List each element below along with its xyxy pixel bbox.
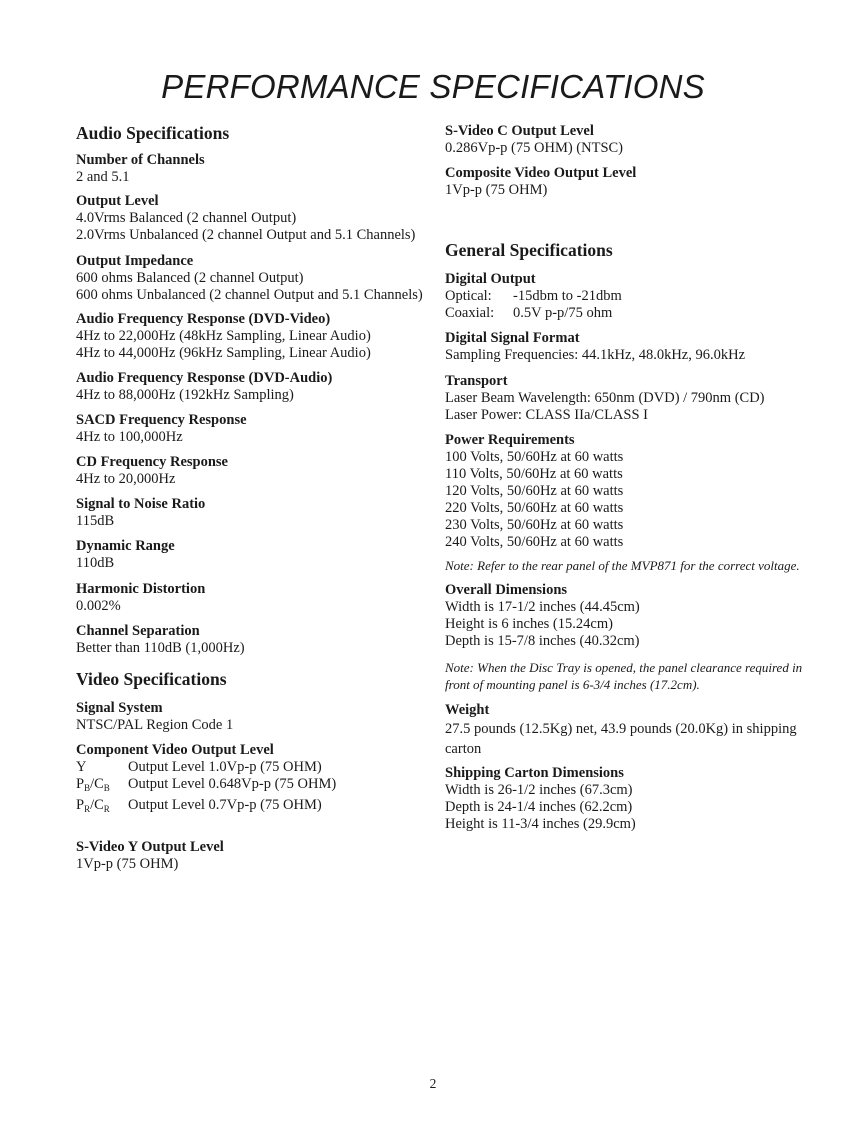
spec-value: Width is 17-1/2 inches (44.45cm)	[445, 599, 640, 615]
spec-value: 4.0Vrms Balanced (2 channel Output)	[76, 210, 297, 226]
spec-value: 4Hz to 88,000Hz (192kHz Sampling)	[76, 387, 294, 403]
spec-weight	[445, 702, 805, 759]
spec-value: 4Hz to 44,000Hz (96kHz Sampling, Linear Audio)	[76, 345, 371, 361]
component-row-pb-cb	[76, 776, 436, 797]
spec-cd-frequency-response	[76, 454, 436, 488]
page-title: PERFORMANCE SPECIFICATIONS	[161, 68, 705, 105]
spec-overall-dimensions	[445, 582, 805, 693]
general-specifications-heading: General Specifications	[445, 240, 613, 260]
spec-frequency-response-dvd-video	[76, 311, 436, 362]
component-text: Output Level 0.648Vp-p (75 OHM)	[128, 776, 337, 792]
spec-value: 120 Volts, 50/60Hz at 60 watts	[445, 483, 624, 499]
spec-value: 1Vp-p (75 OHM)	[445, 182, 548, 198]
component-symbol: $P_R/C_R$	[76, 797, 110, 814]
spec-value: Height is 6 inches (15.24cm)	[445, 616, 613, 632]
spec-value: NTSC/PAL Region Code 1	[76, 717, 234, 733]
spec-label: Digital Signal Format	[445, 330, 580, 346]
spec-label: Shipping Carton Dimensions	[445, 765, 624, 781]
output-value: 0.5V p-p/75 ohm	[513, 305, 613, 321]
spec-component-video-output	[76, 742, 436, 818]
spec-label: CD Frequency Response	[76, 454, 228, 470]
spec-transport	[445, 373, 805, 424]
spec-value: Width is 26-1/2 inches (67.3cm)	[445, 782, 633, 798]
spec-value: 4Hz to 100,000Hz	[76, 429, 183, 445]
spec-value: 4Hz to 20,000Hz	[76, 471, 176, 487]
spec-signal-system	[76, 700, 436, 734]
spec-value: 27.5 pounds (12.5Kg) net, 43.9 pounds (20.0Kg) in shipping carton	[445, 721, 797, 757]
spec-label: Audio Frequency Response (DVD-Video)	[76, 311, 331, 327]
output-type: Optical:	[445, 288, 492, 304]
left-column	[76, 122, 436, 873]
digital-output-coaxial	[445, 305, 805, 322]
spec-label: Digital Output	[445, 271, 536, 287]
power-note: Note: Refer to the rear panel of the MVP871 for the correct voltage.	[445, 558, 800, 573]
component-symbol: Y	[76, 759, 87, 775]
spec-value: Laser Beam Wavelength: 650nm (DVD) / 790nm (CD)	[445, 390, 765, 406]
spec-value: 110dB	[76, 555, 115, 571]
spec-value: 100 Volts, 50/60Hz at 60 watts	[445, 449, 624, 465]
spec-label: Signal System	[76, 700, 163, 716]
spec-label: Overall Dimensions	[445, 582, 568, 598]
spec-value: 110 Volts, 50/60Hz at 60 watts	[445, 466, 623, 482]
spec-value: 2.0Vrms Unbalanced (2 channel Output and 5.1 Channels)	[76, 227, 416, 243]
spec-value: 1Vp-p (75 OHM)	[76, 856, 179, 872]
right-column	[445, 122, 805, 833]
spec-label: Audio Frequency Response (DVD-Audio)	[76, 370, 333, 386]
spec-value: 4Hz to 22,000Hz (48kHz Sampling, Linear Audio)	[76, 328, 371, 344]
output-value: -15dbm to -21dbm	[513, 288, 622, 304]
spec-label: Dynamic Range	[76, 538, 175, 554]
page-number: 2	[429, 1076, 437, 1091]
spec-sacd-frequency-response	[76, 412, 436, 446]
spec-label: Signal to Noise Ratio	[76, 496, 206, 512]
component-symbol: $P_B/C_B$	[76, 776, 110, 793]
spec-label: Harmonic Distortion	[76, 581, 206, 597]
component-text: Output Level 1.0Vp-p (75 OHM)	[128, 759, 322, 775]
spec-value: Depth is 24-1/4 inches (62.2cm)	[445, 799, 633, 815]
spec-label: Channel Separation	[76, 623, 200, 639]
dimensions-note: Note: When the Disc Tray is opened, the panel clearance required in front of mounting panel is 6-3/4 inches (17.2cm).	[445, 660, 803, 692]
audio-specifications-heading: Audio Specifications	[76, 123, 230, 143]
spec-value: Better than 110dB (1,000Hz)	[76, 640, 245, 656]
spec-value: 240 Volts, 50/60Hz at 60 watts	[445, 534, 624, 550]
spec-value: 600 ohms Balanced (2 channel Output)	[76, 270, 304, 286]
spec-digital-output	[445, 271, 805, 322]
spec-label: Component Video Output Level	[76, 742, 274, 758]
spec-label: Output Impedance	[76, 253, 194, 269]
spec-svideo-y-output	[76, 839, 436, 873]
spec-signal-to-noise	[76, 496, 436, 530]
spec-value: Laser Power: CLASS IIa/CLASS I	[445, 407, 648, 423]
component-row-y	[76, 759, 436, 776]
spec-label: S-Video Y Output Level	[76, 839, 224, 855]
spec-output-impedance	[76, 253, 436, 304]
spec-shipping-carton-dimensions	[445, 765, 805, 833]
spec-value: Height is 11-3/4 inches (29.9cm)	[445, 816, 636, 832]
spec-value: Sampling Frequencies: 44.1kHz, 48.0kHz, 96.0kHz	[445, 347, 746, 363]
spec-label: Number of Channels	[76, 152, 205, 168]
output-type: Coaxial:	[445, 305, 495, 321]
spec-digital-signal-format	[445, 330, 805, 364]
spec-svideo-c-output	[445, 123, 805, 157]
spec-dynamic-range	[76, 538, 436, 572]
component-text: Output Level 0.7Vp-p (75 OHM)	[128, 797, 322, 813]
spec-output-level	[76, 193, 436, 244]
spec-label: Weight	[445, 702, 490, 718]
spec-label: SACD Frequency Response	[76, 412, 247, 428]
spec-value: 115dB	[76, 513, 115, 529]
spec-composite-video-output	[445, 165, 805, 199]
spec-value: 220 Volts, 50/60Hz at 60 watts	[445, 500, 624, 516]
spec-value: 0.286Vp-p (75 OHM) (NTSC)	[445, 140, 624, 156]
spec-label: Composite Video Output Level	[445, 165, 637, 181]
spec-harmonic-distortion	[76, 581, 436, 615]
spec-value: Depth is 15-7/8 inches (40.32cm)	[445, 633, 640, 649]
spec-value: 230 Volts, 50/60Hz at 60 watts	[445, 517, 624, 533]
spec-frequency-response-dvd-audio	[76, 370, 436, 404]
video-specifications-heading: Video Specifications	[76, 669, 227, 689]
spec-channel-separation	[76, 623, 436, 657]
spec-value: 2 and 5.1	[76, 169, 130, 185]
spec-value: 0.002%	[76, 598, 121, 614]
spec-label: Output Level	[76, 193, 159, 209]
digital-output-optical	[445, 288, 805, 305]
spec-label: S-Video C Output Level	[445, 123, 594, 139]
spec-number-of-channels	[76, 152, 436, 186]
spec-value: 600 ohms Unbalanced (2 channel Output and 5.1 Channels)	[76, 287, 423, 303]
spec-label: Transport	[445, 373, 508, 389]
component-row-pr-cr	[76, 797, 436, 818]
spec-power-requirements	[445, 432, 805, 574]
spec-label: Power Requirements	[445, 432, 575, 448]
